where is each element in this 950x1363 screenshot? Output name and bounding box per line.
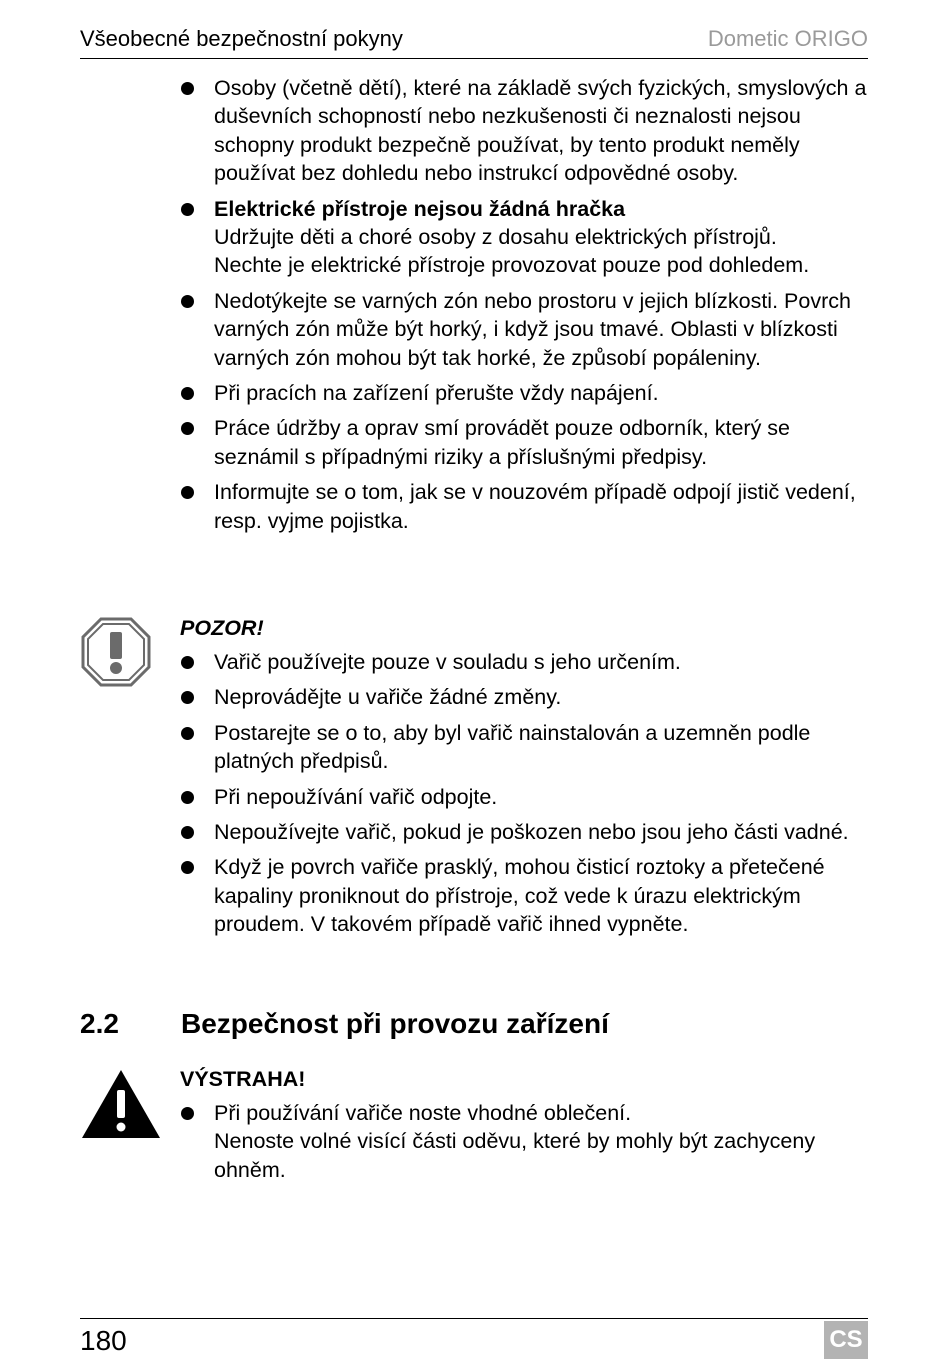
list-item: Práce údržby a oprav smí provádět pouze odborník, který se seznámil s případnými riziky a příslušnými předpisy. xyxy=(180,414,868,471)
warning-block xyxy=(180,1065,868,1191)
bullet-icon xyxy=(181,727,194,740)
item-title: Elektrické přístroje nejsou žádná hračka xyxy=(214,196,626,221)
list-item: Vařič používejte pouze v souladu s jeho určením. xyxy=(180,648,868,676)
list-item: Neprovádějte u vařiče žádné změny. xyxy=(180,683,868,711)
bullet-icon xyxy=(181,861,194,874)
section-title: Bezpečnost při provozu zařízení xyxy=(181,1008,609,1039)
warning-label: VÝSTRAHA! xyxy=(180,1067,306,1091)
caution-label: POZOR! xyxy=(180,616,264,640)
section-number: 2.2 xyxy=(80,1008,119,1039)
warning-triangle-icon xyxy=(80,1068,162,1140)
language-badge: CS xyxy=(824,1321,868,1359)
bullet-icon xyxy=(181,203,194,216)
bullet-icon xyxy=(181,691,194,704)
list-item: Postarejte se o to, aby byl vařič nainstalován a uzemněn podle platných předpisů. xyxy=(180,719,868,776)
page-header xyxy=(80,22,868,59)
bullet-icon xyxy=(181,791,194,804)
list-item: Při pracích na zařízení přerušte vždy napájení. xyxy=(180,379,868,407)
bullet-icon xyxy=(181,1107,194,1120)
bullet-icon xyxy=(181,295,194,308)
list-item: Nedotýkejte se varných zón nebo prostoru v jejich blízkosti. Povrch varných zón může být horký, i když jsou tmavé. Oblasti v blízkosti varných zón mohou být tak horké, že způsobí popáleniny. xyxy=(180,287,868,372)
safety-list xyxy=(180,74,868,542)
bullet-icon xyxy=(181,826,194,839)
list-item: Když je povrch vařiče prasklý, mohou čisticí roztoky a přetečené kapaliny proniknout do přístroje, což vede k úrazu elektrickým proudem. V takovém případě vařič ihned vypněte. xyxy=(180,853,868,938)
header-brand: Dometic ORIGO xyxy=(707,26,868,51)
header-section-title: Všeobecné bezpečnostní pokyny xyxy=(80,26,403,51)
bullet-icon xyxy=(181,486,194,499)
list-item: Elektrické přístroje nejsou žádná hračka Udržujte děti a choré osoby z dosahu elektrických přístrojů. Nechte je elektrické přístroje provozovat pouze pod dohledem. xyxy=(180,195,868,280)
list-item: Osoby (včetně dětí), které na základě svých fyzických, smyslových a duševních schopností nebo nezkušenosti či neznalosti nejsou schopny produkt bezpečně používat, by tento produkt neměly používat bez dohledu nebo instrukcí odpovědné osoby. xyxy=(180,74,868,188)
list-item: Informujte se o tom, jak se v nouzovém případě odpojí jistič vedení, resp. vyjme pojistka. xyxy=(180,478,868,535)
list-item: Při používání vařiče noste vhodné oblečení. Nenoste volné visící části oděvu, které by mohly být zachyceny ohněm. xyxy=(180,1099,868,1184)
bullet-icon xyxy=(181,422,194,435)
caution-block xyxy=(180,614,868,946)
list-item: Při nepoužívání vařič odpojte. xyxy=(180,783,868,811)
page-footer xyxy=(80,1318,868,1363)
bullet-icon xyxy=(181,656,194,669)
caution-octagon-exclamation-icon xyxy=(80,616,152,688)
bullet-icon xyxy=(181,82,194,95)
list-item: Nepoužívejte vařič, pokud je poškozen nebo jsou jeho části vadné. xyxy=(180,818,868,846)
bullet-icon xyxy=(181,387,194,400)
page-number: 180 xyxy=(80,1325,127,1356)
